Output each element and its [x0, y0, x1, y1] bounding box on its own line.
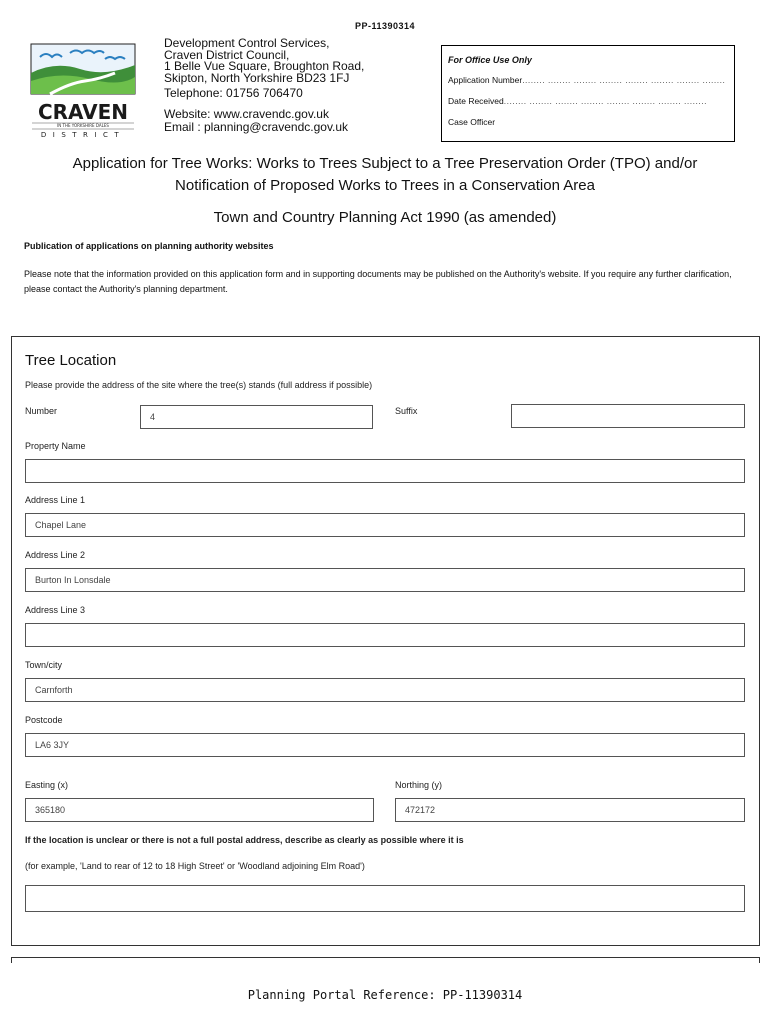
email: Email : planning@cravendc.gov.uk [164, 119, 349, 134]
address-line-3-field[interactable] [25, 623, 745, 647]
tree-location-intro: Please provide the address of the site where the tree(s) stands (full address if possible) [25, 380, 373, 390]
address-line-1-field[interactable]: Chapel Lane [25, 513, 745, 537]
office-use-title: For Office Use Only [448, 55, 532, 65]
logo-craven-text: CRAVEN [37, 100, 129, 124]
tree-location-title: Tree Location [25, 352, 117, 369]
form-title [0, 153, 770, 197]
case-officer-label: Case Officer [448, 117, 496, 127]
address-line-1-label: Address Line 1 [25, 495, 86, 505]
number-label: Number [25, 406, 58, 416]
northing-field[interactable]: 472172 [395, 798, 745, 822]
unclear-location-example: (for example, 'Land to rear of 12 to 18 High Street' or 'Woodland adjoining Elm Road') [25, 861, 365, 871]
office-use-box [441, 45, 735, 142]
unclear-location-heading: If the location is unclear or there is not a full postal address, describe as clearly as possible where it is [25, 835, 464, 845]
application-number-label: Application Number [448, 75, 523, 85]
publication-heading: Publication of applications on planning authority websites [24, 241, 274, 251]
date-received-label: Date Received [448, 96, 504, 106]
postcode-field[interactable]: LA6 3JY [25, 733, 745, 757]
location-description-field[interactable] [25, 885, 745, 912]
town-label: Town/city [25, 660, 63, 670]
telephone: Telephone: 01756 706470 [164, 86, 303, 100]
logo-district-text: DISTRICT [40, 131, 126, 139]
postcode-label: Postcode [25, 715, 63, 725]
address-line-2-field[interactable]: Burton In Lonsdale [25, 568, 745, 592]
form-title-line-2: Notification of Proposed Works to Trees in a Conservation Area [175, 177, 595, 194]
landscape-logo-icon [30, 43, 136, 139]
town-field[interactable]: Carnforth [25, 678, 745, 702]
easting-field[interactable]: 365180 [25, 798, 374, 822]
logo-tagline: IN THE YORKSHIRE DALES [57, 123, 109, 128]
address-line-2-label: Address Line 2 [25, 550, 86, 560]
publication-text: Please note that the information provided on this application form and in supporting documents may be published on the Authority's website. If you require any further clarification, please contact the Authority's planning department. [24, 269, 732, 294]
craven-logo [30, 43, 136, 139]
form-title-line-1: Application for Tree Works: Works to Trees Subject to a Tree Preservation Order (TPO) and/or [72, 155, 698, 172]
council-address [164, 38, 364, 134]
next-section-border [11, 957, 760, 963]
address-line-1: Development Control Services, [164, 36, 330, 50]
date-received-dots: ........ ........ ........ ........ ........ ........ ........ ........ [503, 96, 707, 106]
suffix-label: Suffix [395, 406, 418, 416]
property-name-label: Property Name [25, 441, 86, 451]
northing-label: Northing (y) [395, 780, 443, 790]
suffix-field[interactable] [511, 404, 745, 428]
website: Website: www.cravendc.gov.uk [164, 106, 329, 121]
act-title: Town and Country Planning Act 1990 (as amended) [213, 209, 557, 226]
easting-label: Easting (x) [25, 780, 69, 790]
address-line-3-label: Address Line 3 [25, 605, 86, 615]
application-number-dots: ........ ........ ........ ........ ........ ........ ........ ........ [522, 75, 726, 85]
planning-portal-footer: Planning Portal Reference: PP-11390314 [247, 988, 523, 1002]
property-name-field[interactable] [25, 459, 745, 483]
address-line-3: 1 Belle Vue Square, Broughton Road, [164, 59, 365, 73]
reference-number: PP-11390314 [354, 21, 416, 31]
address-line-4: Skipton, North Yorkshire BD23 1FJ [164, 70, 350, 85]
number-field[interactable]: 4 [140, 405, 373, 429]
address-line-2: Craven District Council, [164, 47, 290, 62]
